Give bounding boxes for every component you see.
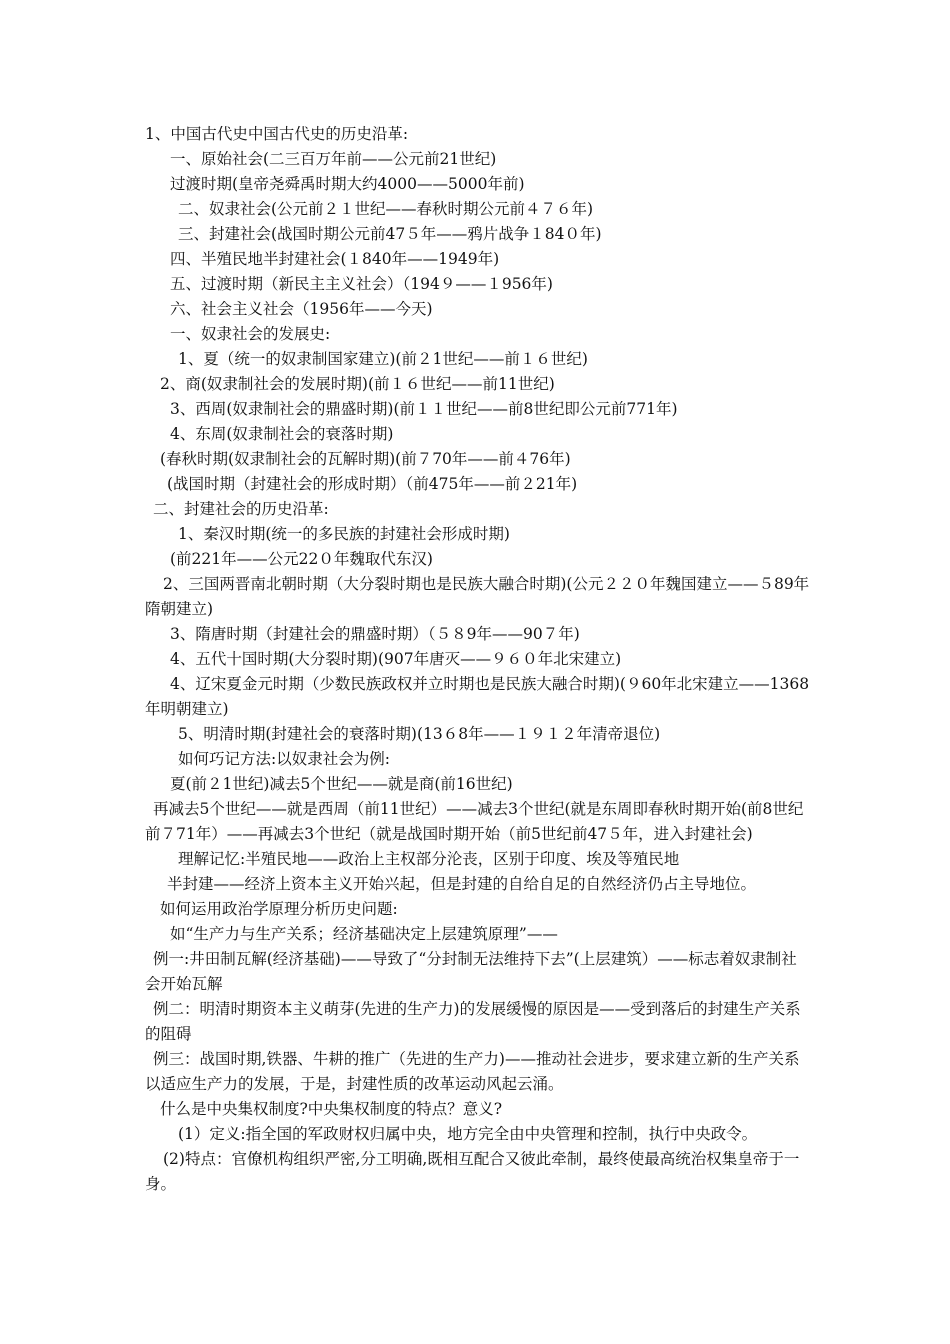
text-line: 理解记忆:半殖民地——政治上主权部分沦丧，区别于印度、埃及等殖民地: [178, 850, 680, 868]
text-line: 六、社会主义社会（1956年——今天): [170, 300, 433, 318]
text-line: (1）定义:指全国的军政财权归属中央，地方完全由中央管理和控制，执行中央政令。: [178, 1125, 758, 1143]
section-heading-feudal-society: 二、封建社会的历史沿革:: [153, 500, 329, 518]
text-paragraph: 再减去5个世纪——就是西周（前11世纪）——减去3个世纪(就是东周即春秋时期开始(前8世纪前７71年）——再减去3个世纪（就是战国时期开始（前5世纪前47５年，进入封建社会): [145, 800, 804, 843]
text-line: 4、五代十国时期(大分裂时期)(907年唐灭——９６０年北宋建立): [170, 650, 622, 668]
text-line: 5、明清时期(封建社会的衰落时期)(13６8年——１９１２年清帝退位): [178, 725, 661, 743]
text-line: 四、半殖民地半封建社会(１840年——1949年): [170, 250, 500, 268]
text-line: (前221年——公元22０年魏取代东汉): [170, 550, 433, 568]
text-line: 4、东周(奴隶制社会的衰落时期): [170, 425, 394, 443]
text-line: 半封建——经济上资本主义开始兴起，但是封建的自给自足的自然经济仍占主导地位。: [167, 875, 757, 893]
text-paragraph: 2、三国两晋南北朝时期（大分裂时期也是民族大融合时期)(公元２２０年魏国建立——５89年隋朝建立): [145, 575, 810, 618]
text-line: 一、原始社会(二三百万年前——公元前21世纪): [170, 150, 497, 168]
text-line: 五、过渡时期（新民主主义社会）（194９——１956年): [170, 275, 553, 293]
text-paragraph: 例三：战国时期,铁器、牛耕的推广（先进的生产力)——推动社会进步，要求建立新的生产关系以适应生产力的发展，于是，封建性质的改革运动风起云涌。: [145, 1050, 800, 1093]
text-line: 2、商(奴隶制社会的发展时期)(前１６世纪——前11世纪): [160, 375, 555, 393]
text-paragraph: (2)特点：官僚机构组织严密,分工明确,既相互配合又彼此牵制，最终使最高统治权集皇帝于一身。: [145, 1150, 800, 1193]
text-line: 1、秦汉时期(统一的多民族的封建社会形成时期): [178, 525, 510, 543]
text-line: 夏(前２1世纪)减去5个世纪——就是商(前16世纪): [170, 775, 513, 793]
text-line: 什么是中央集权制度?中央集权制度的特点？意义?: [160, 1100, 503, 1118]
text-paragraph: 例一:井田制瓦解(经济基础)——导致了“分封制无法维持下去”(上层建筑）——标志着奴隶制社会开始瓦解: [145, 950, 797, 993]
text-line: (春秋时期(奴隶制社会的瓦解时期)(前７70年——前４76年): [160, 450, 571, 468]
text-line: 1、夏（统一的奴隶制国家建立)(前２1世纪——前１６世纪): [178, 350, 588, 368]
text-line: (战国时期（封建社会的形成时期）（前475年——前２21年): [167, 475, 578, 493]
text-line: 过渡时期(皇帝尧舜禹时期大约4000——5000年前): [170, 175, 525, 193]
text-line: 3、隋唐时期（封建社会的鼎盛时期）（５８9年——90７年): [170, 625, 580, 643]
text-paragraph: 例二：明清时期资本主义萌芽(先进的生产力)的发展缓慢的原因是——受到落后的封建生产关系的阻碍: [145, 1000, 801, 1043]
text-line: 3、西周(奴隶制社会的鼎盛时期)(前１１世纪——前8世纪即公元前771年): [170, 400, 678, 418]
text-line: 如何运用政治学原理分析历史问题:: [160, 900, 398, 918]
document-body: [145, 122, 810, 1197]
text-line: 二、奴隶社会(公元前２１世纪——春秋时期公元前４７６年): [178, 200, 594, 218]
section-heading-slave-society: 一、奴隶社会的发展史:: [170, 325, 331, 343]
text-line: 如“生产力与生产关系；经济基础决定上层建筑原理”——: [170, 925, 558, 943]
text-paragraph: 4、辽宋夏金元时期（少数民族政权并立时期也是民族大融合时期)(９60年北宋建立——1368年明朝建立): [145, 675, 810, 718]
text-line: 如何巧记方法:以奴隶社会为例:: [178, 750, 390, 768]
heading-ancient-history: 1、中国古代史中国古代史的历史沿革:: [145, 125, 409, 143]
text-line: 三、封建社会(战国时期公元前47５年——鸦片战争１84０年): [178, 225, 602, 243]
